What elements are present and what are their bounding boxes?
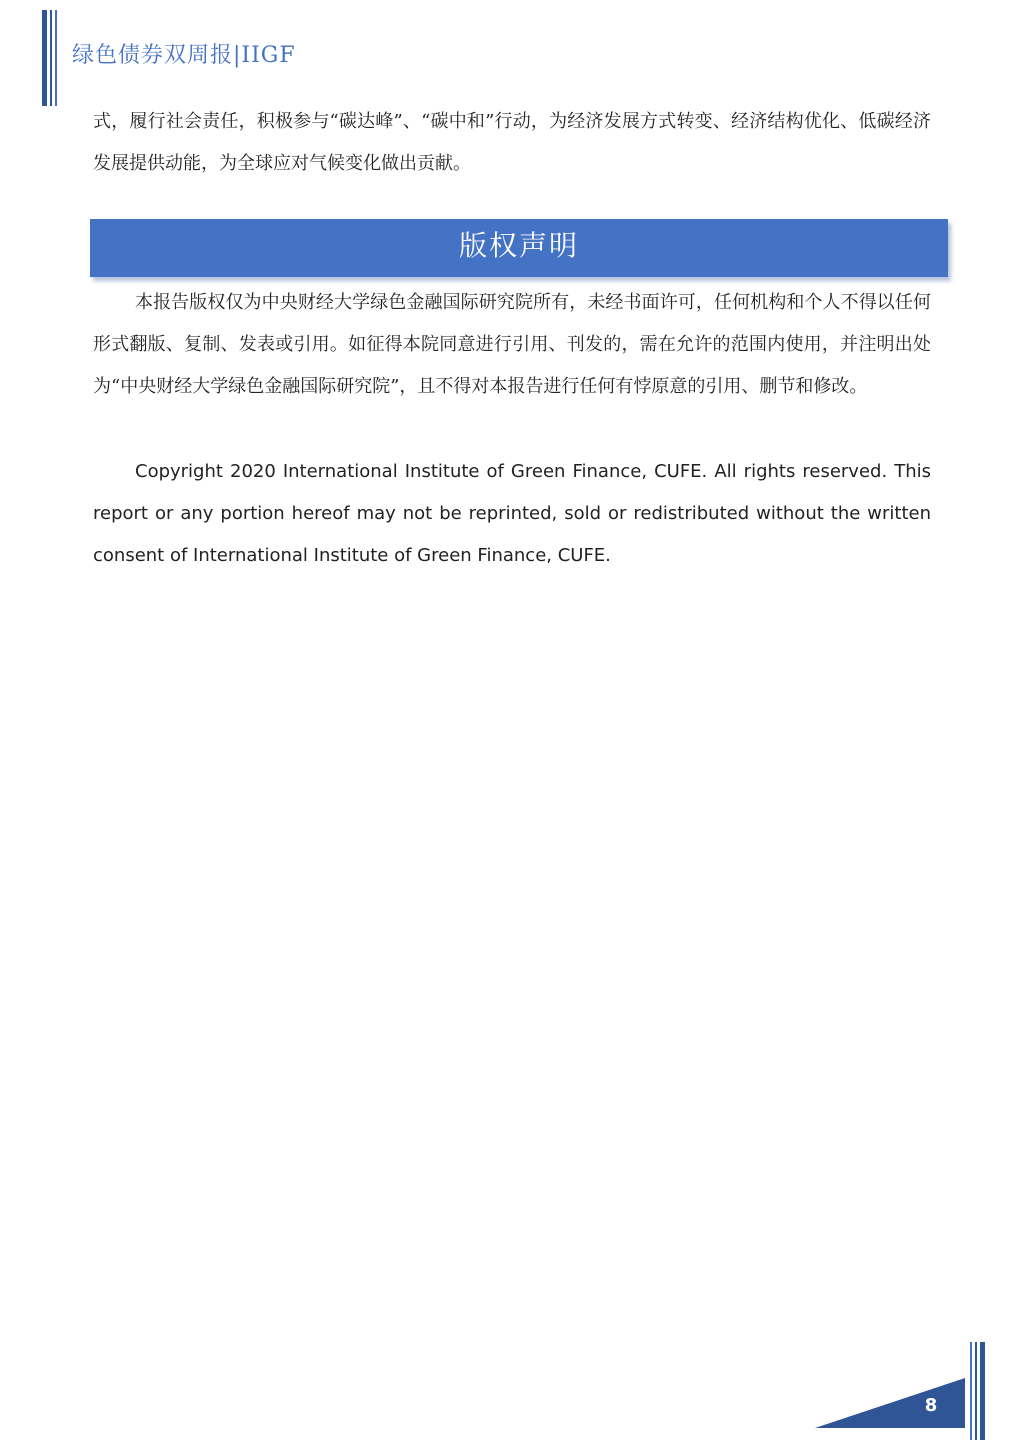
section-title: 版权声明 [458,229,579,262]
body-paragraph: 式，履行社会责任，积极参与“碳达峰”、“碳中和”行动，为经济发展方式转变、经济结构优化、低碳经济发展提供动能，为全球应对气候变化做出贡献。 [93,111,931,174]
header-title: 绿色债券双周报|IIGF [72,43,296,68]
footer-bar-thin [970,1342,972,1440]
copyright-paragraph-cn: 本报告版权仅为中央财经大学绿色金融国际研究院所有，未经书面许可，任何机构和个人不得以任何形式翻版、复制、发表或引用。如征得本院同意进行引用、刊发的，需在允许的范围内使用，并注明出处为“中央财经大学绿色金融国际研究院”，且不得对本报告进行任何有悖原意的引用、删节和修改。 [93,292,931,397]
page-number: 8 [924,1395,938,1416]
section-heading-bar [90,219,948,277]
footer-bar-thick [980,1342,985,1440]
header-bar-thin [50,10,52,106]
copyright-paragraph-en: Copyright 2020 International Institute of Green Finance, CUFE. All rights reserved. This report or any portion hereof may not be reprinted, sold or redistributed without the written consent of International Institute of Green Finance, CUFE. [93,461,931,566]
header-bar-thin [55,10,57,106]
header-bar-thick [42,10,47,106]
footer-bar-thin [975,1342,977,1440]
